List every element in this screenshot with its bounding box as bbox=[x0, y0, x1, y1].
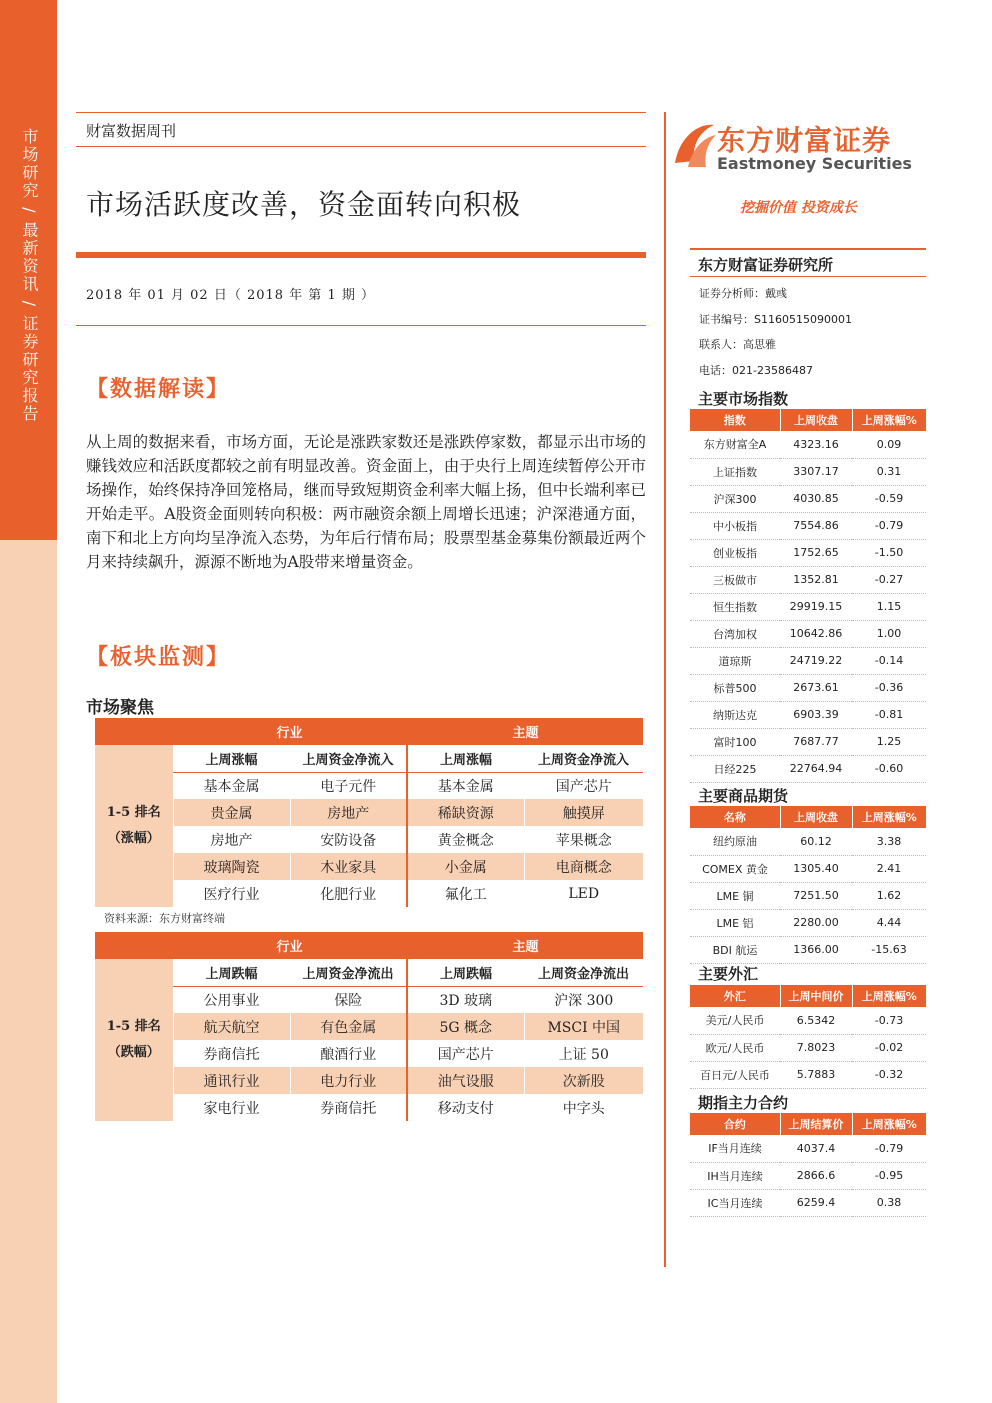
table-row bbox=[690, 1162, 926, 1189]
column-header: 上周涨幅% bbox=[852, 806, 926, 828]
table-cell: LME 铜 bbox=[690, 882, 780, 909]
brand-name-cn: 东方财富证券 bbox=[717, 124, 892, 157]
table-cell: 沪深300 bbox=[690, 485, 780, 512]
table-cell: 6259.4 bbox=[780, 1189, 852, 1216]
table-cell: 东方财富全A bbox=[690, 431, 780, 458]
table-cell: 1.62 bbox=[852, 882, 926, 909]
rank-sublabel: （涨幅） bbox=[107, 831, 160, 846]
table-cell: 标普500 bbox=[690, 674, 780, 701]
table-cell: 日经225 bbox=[690, 755, 780, 782]
table-header-row bbox=[690, 985, 926, 1007]
table-row bbox=[690, 728, 926, 755]
table-cell: 纽约原油 bbox=[690, 828, 780, 855]
institute-name: 东方财富证券研究所 bbox=[698, 256, 834, 274]
column-header: 上周中间价 bbox=[780, 985, 852, 1007]
table-row bbox=[95, 853, 643, 880]
table-cell: 基本金属 bbox=[173, 772, 290, 799]
table-cell: 航天航空 bbox=[173, 1013, 290, 1040]
table-cell: 7251.50 bbox=[780, 882, 852, 909]
data-source-note: 资料来源：东方财富终端 bbox=[104, 912, 225, 925]
group-header-industry: 行业 bbox=[173, 718, 407, 745]
summary-paragraph: 从上周的数据来看，市场方面，无论是涨跌家数还是涨跌停家数，都显示出市场的赚钱效应和活跃度都较之前有明显改善。资金面上，由于央行上周连续暂停公开市场操作，始终保持净回笼格局，继而导致短期资金利率大幅上扬，但中长端利率已开始走平。A股资金面则转向积极：两市融资余额上周增长迅速；沪深港通方面，南下和北上方向均呈净流入态势，为年后行情布局；股票型基金募集份额最近两个月来持续飙升，源源不断地为A股带来增量资金。 bbox=[86, 433, 646, 571]
table-row bbox=[690, 539, 926, 566]
table-row bbox=[690, 620, 926, 647]
table-cell: 上证 50 bbox=[524, 1040, 643, 1067]
column-divider bbox=[664, 112, 666, 1267]
market-focus-title: 市场聚焦 bbox=[86, 698, 154, 718]
table-cell: 电力行业 bbox=[290, 1067, 407, 1094]
table-row bbox=[95, 826, 643, 853]
table-cell: 有色金属 bbox=[290, 1013, 407, 1040]
table-header-row bbox=[690, 1113, 926, 1135]
rank-label-cell bbox=[95, 745, 173, 907]
phone-number: 电话：021-23586487 bbox=[699, 364, 813, 377]
table-cell: 24719.22 bbox=[780, 647, 852, 674]
table-cell: 基本金属 bbox=[407, 772, 524, 799]
table-cell: -0.79 bbox=[852, 1135, 926, 1162]
table-cell: 苹果概念 bbox=[524, 826, 643, 853]
table-cell: 60.12 bbox=[780, 828, 852, 855]
indices-table bbox=[690, 409, 926, 783]
table-cell: 0.31 bbox=[852, 458, 926, 485]
table-row bbox=[690, 828, 926, 855]
table-cell: 电商概念 bbox=[524, 853, 643, 880]
table-cell: -0.59 bbox=[852, 485, 926, 512]
table-cell: 纳斯达克 bbox=[690, 701, 780, 728]
table-cell: 1305.40 bbox=[780, 855, 852, 882]
table-cell: 2673.61 bbox=[780, 674, 852, 701]
table-cell: 家电行业 bbox=[173, 1094, 290, 1121]
table-row bbox=[690, 1135, 926, 1162]
column-header: 上周跌幅 bbox=[173, 959, 290, 986]
table-cell: 上证指数 bbox=[690, 458, 780, 485]
table-cell: 5G 概念 bbox=[407, 1013, 524, 1040]
table-cell: 氟化工 bbox=[407, 880, 524, 907]
title-underline-bar bbox=[76, 252, 646, 258]
table-cell: 3307.17 bbox=[780, 458, 852, 485]
table-header-row bbox=[690, 409, 926, 431]
fx-title: 主要外汇 bbox=[698, 965, 759, 983]
table-cell: 1352.81 bbox=[780, 566, 852, 593]
table-cell: -0.14 bbox=[852, 647, 926, 674]
rank-label-cell bbox=[95, 959, 173, 1121]
table-cell: 电子元件 bbox=[290, 772, 407, 799]
table-cell: 贵金属 bbox=[173, 799, 290, 826]
table-row bbox=[690, 512, 926, 539]
table-row bbox=[690, 458, 926, 485]
contact-person: 联系人：高思雅 bbox=[699, 338, 776, 351]
table-cell: IF当月连续 bbox=[690, 1135, 780, 1162]
table-cell: 保险 bbox=[290, 986, 407, 1013]
table-cell: -0.79 bbox=[852, 512, 926, 539]
table-cell: 22764.94 bbox=[780, 755, 852, 782]
column-header: 上周资金净流出 bbox=[290, 959, 407, 986]
losers-table bbox=[95, 932, 643, 1121]
table-cell: 木业家具 bbox=[290, 853, 407, 880]
table-row bbox=[95, 986, 643, 1013]
rank-label: 1-5 排名 bbox=[106, 1019, 161, 1034]
analyst-name: 证券分析师：戴彧 bbox=[699, 287, 787, 300]
indices-title: 主要市场指数 bbox=[698, 390, 789, 408]
column-header: 上周资金净流出 bbox=[524, 959, 643, 986]
rank-label: 1-5 排名 bbox=[106, 805, 161, 820]
sidebar-band-bottom bbox=[0, 540, 57, 1403]
column-header: 外汇 bbox=[690, 985, 780, 1007]
table-cell: LME 铝 bbox=[690, 909, 780, 936]
table-cell: MSCI 中国 bbox=[524, 1013, 643, 1040]
column-header: 名称 bbox=[690, 806, 780, 828]
futures-table bbox=[690, 1113, 926, 1217]
table-cell: -0.95 bbox=[852, 1162, 926, 1189]
issue-date: 2018 年 01 月 02 日（ 2018 年 第 1 期 ） bbox=[86, 288, 375, 303]
corner-cell bbox=[95, 718, 173, 745]
table-cell: -0.36 bbox=[852, 674, 926, 701]
column-header: 上周涨幅% bbox=[852, 409, 926, 431]
table-row bbox=[690, 1034, 926, 1061]
table-cell: -0.32 bbox=[852, 1061, 926, 1088]
table-cell: COMEX 黄金 bbox=[690, 855, 780, 882]
column-header: 上周跌幅 bbox=[407, 959, 524, 986]
table-cell: 1366.00 bbox=[780, 936, 852, 963]
rank-sublabel: （跌幅） bbox=[107, 1045, 160, 1060]
column-header: 上周涨幅 bbox=[407, 745, 524, 772]
table-cell: 三板做市 bbox=[690, 566, 780, 593]
table-cell: 7554.86 bbox=[780, 512, 852, 539]
table-cell: 中字头 bbox=[524, 1094, 643, 1121]
table-cell: -1.50 bbox=[852, 539, 926, 566]
column-header: 上周收盘 bbox=[780, 806, 852, 828]
table-cell: 美元/人民币 bbox=[690, 1007, 780, 1034]
table-row bbox=[690, 855, 926, 882]
table-row bbox=[95, 772, 643, 799]
fx-table bbox=[690, 985, 926, 1089]
table-row bbox=[690, 593, 926, 620]
header-rule-top bbox=[76, 112, 646, 113]
table-row bbox=[690, 882, 926, 909]
table-cell: IH当月连续 bbox=[690, 1162, 780, 1189]
table-cell: 4323.16 bbox=[780, 431, 852, 458]
column-header: 指数 bbox=[690, 409, 780, 431]
table-cell: 1.15 bbox=[852, 593, 926, 620]
table-cell: 恒生指数 bbox=[690, 593, 780, 620]
table-cell: 3D 玻璃 bbox=[407, 986, 524, 1013]
table-cell: 黄金概念 bbox=[407, 826, 524, 853]
table-cell: 富时100 bbox=[690, 728, 780, 755]
table-cell: 0.09 bbox=[852, 431, 926, 458]
table-cell: LED bbox=[524, 880, 643, 907]
table-row bbox=[690, 674, 926, 701]
sidebar-category-label: 市场研究 / 最新资讯 / 证券研究报告 bbox=[20, 128, 39, 424]
table-cell: 1.25 bbox=[852, 728, 926, 755]
table-cell: 4030.85 bbox=[780, 485, 852, 512]
table-cell: 5.7883 bbox=[780, 1061, 852, 1088]
table-cell: 中小板指 bbox=[690, 512, 780, 539]
table-cell: 玻璃陶瓷 bbox=[173, 853, 290, 880]
table-cell: 房地产 bbox=[290, 799, 407, 826]
page-title: 市场活跃度改善，资金面转向积极 bbox=[86, 188, 522, 221]
commodities-title: 主要商品期货 bbox=[698, 787, 789, 805]
commodities-table bbox=[690, 806, 926, 964]
table-row bbox=[690, 701, 926, 728]
table-row bbox=[95, 880, 643, 907]
table-row bbox=[95, 799, 643, 826]
table-cell: -0.27 bbox=[852, 566, 926, 593]
table-cell: 移动支付 bbox=[407, 1094, 524, 1121]
publication-label: 财富数据周刊 bbox=[86, 122, 177, 140]
table-cell: 道琼斯 bbox=[690, 647, 780, 674]
brand-slogan: 挖掘价值 投资成长 bbox=[740, 200, 857, 216]
table-cell: 6.5342 bbox=[780, 1007, 852, 1034]
table-cell: 10642.86 bbox=[780, 620, 852, 647]
table-cell: 油气设服 bbox=[407, 1067, 524, 1094]
table-cell: 2280.00 bbox=[780, 909, 852, 936]
table-cell: 稀缺资源 bbox=[407, 799, 524, 826]
gainers-table bbox=[95, 718, 643, 907]
column-header: 上周资金净流入 bbox=[524, 745, 643, 772]
section-heading-interpretation: 【数据解读】 bbox=[86, 376, 231, 402]
table-row bbox=[95, 1067, 643, 1094]
table-row bbox=[95, 1094, 643, 1121]
table-row bbox=[690, 936, 926, 963]
table-cell: 酿酒行业 bbox=[290, 1040, 407, 1067]
column-header: 合约 bbox=[690, 1113, 780, 1135]
certificate-number: 证书编号：S1160515090001 bbox=[699, 313, 852, 326]
group-header-theme: 主题 bbox=[407, 718, 643, 745]
table-cell: 2866.6 bbox=[780, 1162, 852, 1189]
table-cell: 通讯行业 bbox=[173, 1067, 290, 1094]
table-cell: 0.38 bbox=[852, 1189, 926, 1216]
table-cell: 3.38 bbox=[852, 828, 926, 855]
table-cell: BDI 航运 bbox=[690, 936, 780, 963]
column-header: 上周涨幅% bbox=[852, 1113, 926, 1135]
corner-cell bbox=[95, 932, 173, 959]
table-cell: 29919.15 bbox=[780, 593, 852, 620]
table-cell: 次新股 bbox=[524, 1067, 643, 1094]
table-cell: 1752.65 bbox=[780, 539, 852, 566]
table-cell: 国产芯片 bbox=[407, 1040, 524, 1067]
column-header: 上周资金净流入 bbox=[290, 745, 407, 772]
table-cell: IC当月连续 bbox=[690, 1189, 780, 1216]
table-cell: 房地产 bbox=[173, 826, 290, 853]
table-cell: 4.44 bbox=[852, 909, 926, 936]
column-header: 上周结算价 bbox=[780, 1113, 852, 1135]
table-header-row bbox=[690, 806, 926, 828]
table-cell: 创业板指 bbox=[690, 539, 780, 566]
table-cell: 化肥行业 bbox=[290, 880, 407, 907]
table-cell: -0.73 bbox=[852, 1007, 926, 1034]
column-header: 上周涨幅 bbox=[173, 745, 290, 772]
brand-name-en: Eastmoney Securities bbox=[717, 154, 912, 173]
table-cell: 安防设备 bbox=[290, 826, 407, 853]
table-row bbox=[690, 566, 926, 593]
header-rule-bottom bbox=[76, 146, 646, 147]
table-cell: 公用事业 bbox=[173, 986, 290, 1013]
table-row bbox=[690, 647, 926, 674]
table-row bbox=[690, 485, 926, 512]
group-header-theme: 主题 bbox=[407, 932, 643, 959]
table-cell: 小金属 bbox=[407, 853, 524, 880]
table-cell: -0.81 bbox=[852, 701, 926, 728]
table-cell: 1.00 bbox=[852, 620, 926, 647]
table-row bbox=[690, 1189, 926, 1216]
column-header: 上周收盘 bbox=[780, 409, 852, 431]
institute-rule-top bbox=[690, 248, 926, 250]
table-cell: 7687.77 bbox=[780, 728, 852, 755]
table-cell: 券商信托 bbox=[290, 1094, 407, 1121]
table-row bbox=[690, 431, 926, 458]
table-cell: 医疗行业 bbox=[173, 880, 290, 907]
table-cell: 沪深 300 bbox=[524, 986, 643, 1013]
institute-rule-bottom bbox=[690, 276, 926, 277]
table-cell: -0.02 bbox=[852, 1034, 926, 1061]
column-header: 上周涨幅% bbox=[852, 985, 926, 1007]
group-header-industry: 行业 bbox=[173, 932, 407, 959]
table-cell: 国产芯片 bbox=[524, 772, 643, 799]
table-cell: 台湾加权 bbox=[690, 620, 780, 647]
table-row bbox=[690, 755, 926, 782]
table-cell: -15.63 bbox=[852, 936, 926, 963]
table-cell: -0.60 bbox=[852, 755, 926, 782]
date-rule bbox=[76, 325, 646, 326]
table-cell: 2.41 bbox=[852, 855, 926, 882]
table-cell: 百日元/人民币 bbox=[690, 1061, 780, 1088]
table-cell: 触摸屏 bbox=[524, 799, 643, 826]
table-row bbox=[690, 1007, 926, 1034]
table-cell: 6903.39 bbox=[780, 701, 852, 728]
table-row bbox=[95, 1013, 643, 1040]
table-cell: 券商信托 bbox=[173, 1040, 290, 1067]
table-cell: 4037.4 bbox=[780, 1135, 852, 1162]
table-cell: 欧元/人民币 bbox=[690, 1034, 780, 1061]
table-row bbox=[690, 1061, 926, 1088]
table-cell: 7.8023 bbox=[780, 1034, 852, 1061]
table-row bbox=[690, 909, 926, 936]
futures-title: 期指主力合约 bbox=[698, 1094, 789, 1112]
section-heading-monitor: 【板块监测】 bbox=[86, 644, 231, 670]
table-row bbox=[95, 1040, 643, 1067]
